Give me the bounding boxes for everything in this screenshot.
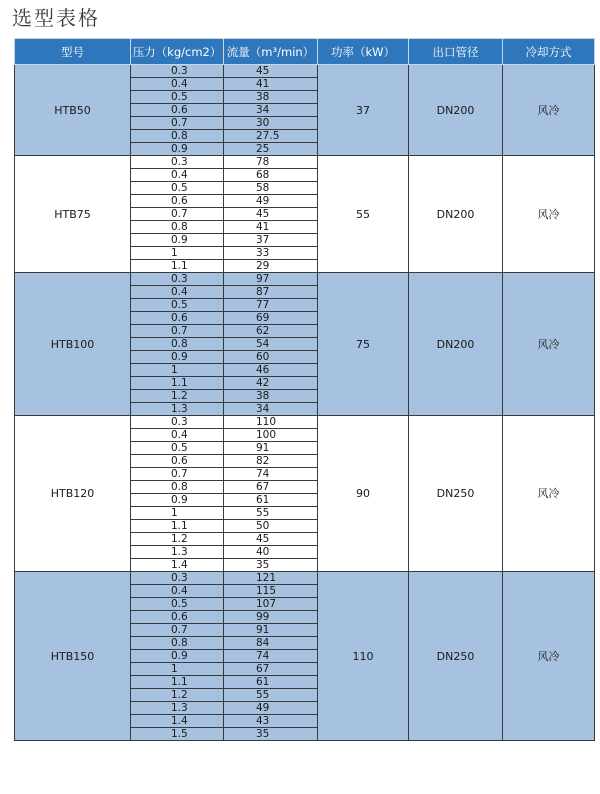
pressure-cell: 0.3: [131, 273, 224, 286]
flow-cell: 25: [224, 143, 318, 156]
outlet-cell: DN250: [409, 416, 503, 572]
pressure-cell: 0.9: [131, 494, 224, 507]
flow-cell: 41: [224, 221, 318, 234]
pressure-cell: 1.3: [131, 702, 224, 715]
pressure-cell: 0.9: [131, 143, 224, 156]
flow-cell: 121: [224, 572, 318, 585]
header-cooling: 冷却方式: [503, 39, 595, 65]
model-cell: HTB100: [15, 273, 131, 416]
pressure-cell: 0.3: [131, 65, 224, 78]
flow-cell: 46: [224, 364, 318, 377]
pressure-cell: 1.4: [131, 559, 224, 572]
pressure-cell: 0.9: [131, 351, 224, 364]
flow-cell: 54: [224, 338, 318, 351]
pressure-cell: 0.4: [131, 429, 224, 442]
flow-cell: 99: [224, 611, 318, 624]
pressure-cell: 0.5: [131, 299, 224, 312]
flow-cell: 110: [224, 416, 318, 429]
flow-cell: 49: [224, 702, 318, 715]
flow-cell: 35: [224, 559, 318, 572]
header-flow: 流量（m³/min）: [224, 39, 318, 65]
pressure-cell: 0.5: [131, 598, 224, 611]
cooling-cell: 风冷: [503, 273, 595, 416]
table-row: [15, 65, 595, 78]
flow-cell: 67: [224, 663, 318, 676]
flow-cell: 62: [224, 325, 318, 338]
flow-cell: 107: [224, 598, 318, 611]
pressure-cell: 0.8: [131, 481, 224, 494]
flow-cell: 97: [224, 273, 318, 286]
flow-cell: 55: [224, 507, 318, 520]
flow-cell: 42: [224, 377, 318, 390]
pressure-cell: 0.6: [131, 195, 224, 208]
pressure-cell: 0.6: [131, 611, 224, 624]
flow-cell: 91: [224, 442, 318, 455]
flow-cell: 49: [224, 195, 318, 208]
flow-cell: 43: [224, 715, 318, 728]
flow-cell: 29: [224, 260, 318, 273]
table-header-row: [15, 39, 595, 65]
pressure-cell: 1.1: [131, 520, 224, 533]
pressure-cell: 0.8: [131, 130, 224, 143]
pressure-cell: 1.3: [131, 546, 224, 559]
power-cell: 90: [318, 416, 409, 572]
pressure-cell: 1.2: [131, 533, 224, 546]
model-cell: HTB150: [15, 572, 131, 741]
flow-cell: 45: [224, 208, 318, 221]
pressure-cell: 0.5: [131, 442, 224, 455]
power-cell: 55: [318, 156, 409, 273]
outlet-cell: DN200: [409, 65, 503, 156]
flow-cell: 38: [224, 91, 318, 104]
outlet-cell: DN200: [409, 273, 503, 416]
pressure-cell: 1.2: [131, 390, 224, 403]
flow-cell: 77: [224, 299, 318, 312]
flow-cell: 87: [224, 286, 318, 299]
flow-cell: 41: [224, 78, 318, 91]
selection-table: [14, 38, 595, 741]
flow-cell: 37: [224, 234, 318, 247]
pressure-cell: 0.4: [131, 286, 224, 299]
pressure-cell: 1: [131, 247, 224, 260]
table-row: [15, 156, 595, 169]
pressure-cell: 0.8: [131, 637, 224, 650]
flow-cell: 82: [224, 455, 318, 468]
cooling-cell: 风冷: [503, 156, 595, 273]
pressure-cell: 0.3: [131, 156, 224, 169]
flow-cell: 69: [224, 312, 318, 325]
flow-cell: 58: [224, 182, 318, 195]
flow-cell: 50: [224, 520, 318, 533]
pressure-cell: 0.7: [131, 624, 224, 637]
header-outlet: 出口管径: [409, 39, 503, 65]
pressure-cell: 0.6: [131, 312, 224, 325]
pressure-cell: 0.8: [131, 221, 224, 234]
pressure-cell: 1: [131, 507, 224, 520]
flow-cell: 115: [224, 585, 318, 598]
flow-cell: 84: [224, 637, 318, 650]
pressure-cell: 0.7: [131, 117, 224, 130]
flow-cell: 38: [224, 390, 318, 403]
model-cell: HTB50: [15, 65, 131, 156]
pressure-cell: 0.9: [131, 234, 224, 247]
pressure-cell: 0.6: [131, 104, 224, 117]
flow-cell: 91: [224, 624, 318, 637]
power-cell: 75: [318, 273, 409, 416]
flow-cell: 27.5: [224, 130, 318, 143]
pressure-cell: 0.7: [131, 468, 224, 481]
flow-cell: 34: [224, 104, 318, 117]
cooling-cell: 风冷: [503, 416, 595, 572]
pressure-cell: 0.7: [131, 325, 224, 338]
pressure-cell: 0.5: [131, 91, 224, 104]
flow-cell: 34: [224, 403, 318, 416]
pressure-cell: 1.1: [131, 260, 224, 273]
flow-cell: 45: [224, 65, 318, 78]
header-model: 型号: [15, 39, 131, 65]
outlet-cell: DN200: [409, 156, 503, 273]
pressure-cell: 1.2: [131, 689, 224, 702]
model-cell: HTB75: [15, 156, 131, 273]
cooling-cell: 风冷: [503, 572, 595, 741]
flow-cell: 61: [224, 494, 318, 507]
table-row: [15, 572, 595, 585]
outlet-cell: DN250: [409, 572, 503, 741]
power-cell: 37: [318, 65, 409, 156]
flow-cell: 74: [224, 650, 318, 663]
pressure-cell: 1: [131, 364, 224, 377]
pressure-cell: 0.4: [131, 169, 224, 182]
flow-cell: 55: [224, 689, 318, 702]
flow-cell: 78: [224, 156, 318, 169]
flow-cell: 67: [224, 481, 318, 494]
header-power: 功率（kW）: [318, 39, 409, 65]
flow-cell: 45: [224, 533, 318, 546]
pressure-cell: 0.4: [131, 585, 224, 598]
header-pressure: 压力（kg/cm2）: [131, 39, 224, 65]
flow-cell: 68: [224, 169, 318, 182]
flow-cell: 100: [224, 429, 318, 442]
flow-cell: 30: [224, 117, 318, 130]
pressure-cell: 0.5: [131, 182, 224, 195]
pressure-cell: 1: [131, 663, 224, 676]
flow-cell: 33: [224, 247, 318, 260]
pressure-cell: 1.5: [131, 728, 224, 741]
flow-cell: 61: [224, 676, 318, 689]
pressure-cell: 1.3: [131, 403, 224, 416]
cooling-cell: 风冷: [503, 65, 595, 156]
pressure-cell: 1.1: [131, 676, 224, 689]
pressure-cell: 0.4: [131, 78, 224, 91]
pressure-cell: 0.8: [131, 338, 224, 351]
pressure-cell: 0.7: [131, 208, 224, 221]
page-title: 选型表格: [12, 6, 100, 30]
pressure-cell: 0.9: [131, 650, 224, 663]
pressure-cell: 0.3: [131, 572, 224, 585]
model-cell: HTB120: [15, 416, 131, 572]
flow-cell: 40: [224, 546, 318, 559]
table-row: [15, 273, 595, 286]
flow-cell: 35: [224, 728, 318, 741]
flow-cell: 60: [224, 351, 318, 364]
pressure-cell: 0.6: [131, 455, 224, 468]
pressure-cell: 0.3: [131, 416, 224, 429]
pressure-cell: 1.1: [131, 377, 224, 390]
pressure-cell: 1.4: [131, 715, 224, 728]
table-body: [15, 65, 595, 741]
flow-cell: 74: [224, 468, 318, 481]
power-cell: 110: [318, 572, 409, 741]
table-row: [15, 416, 595, 429]
